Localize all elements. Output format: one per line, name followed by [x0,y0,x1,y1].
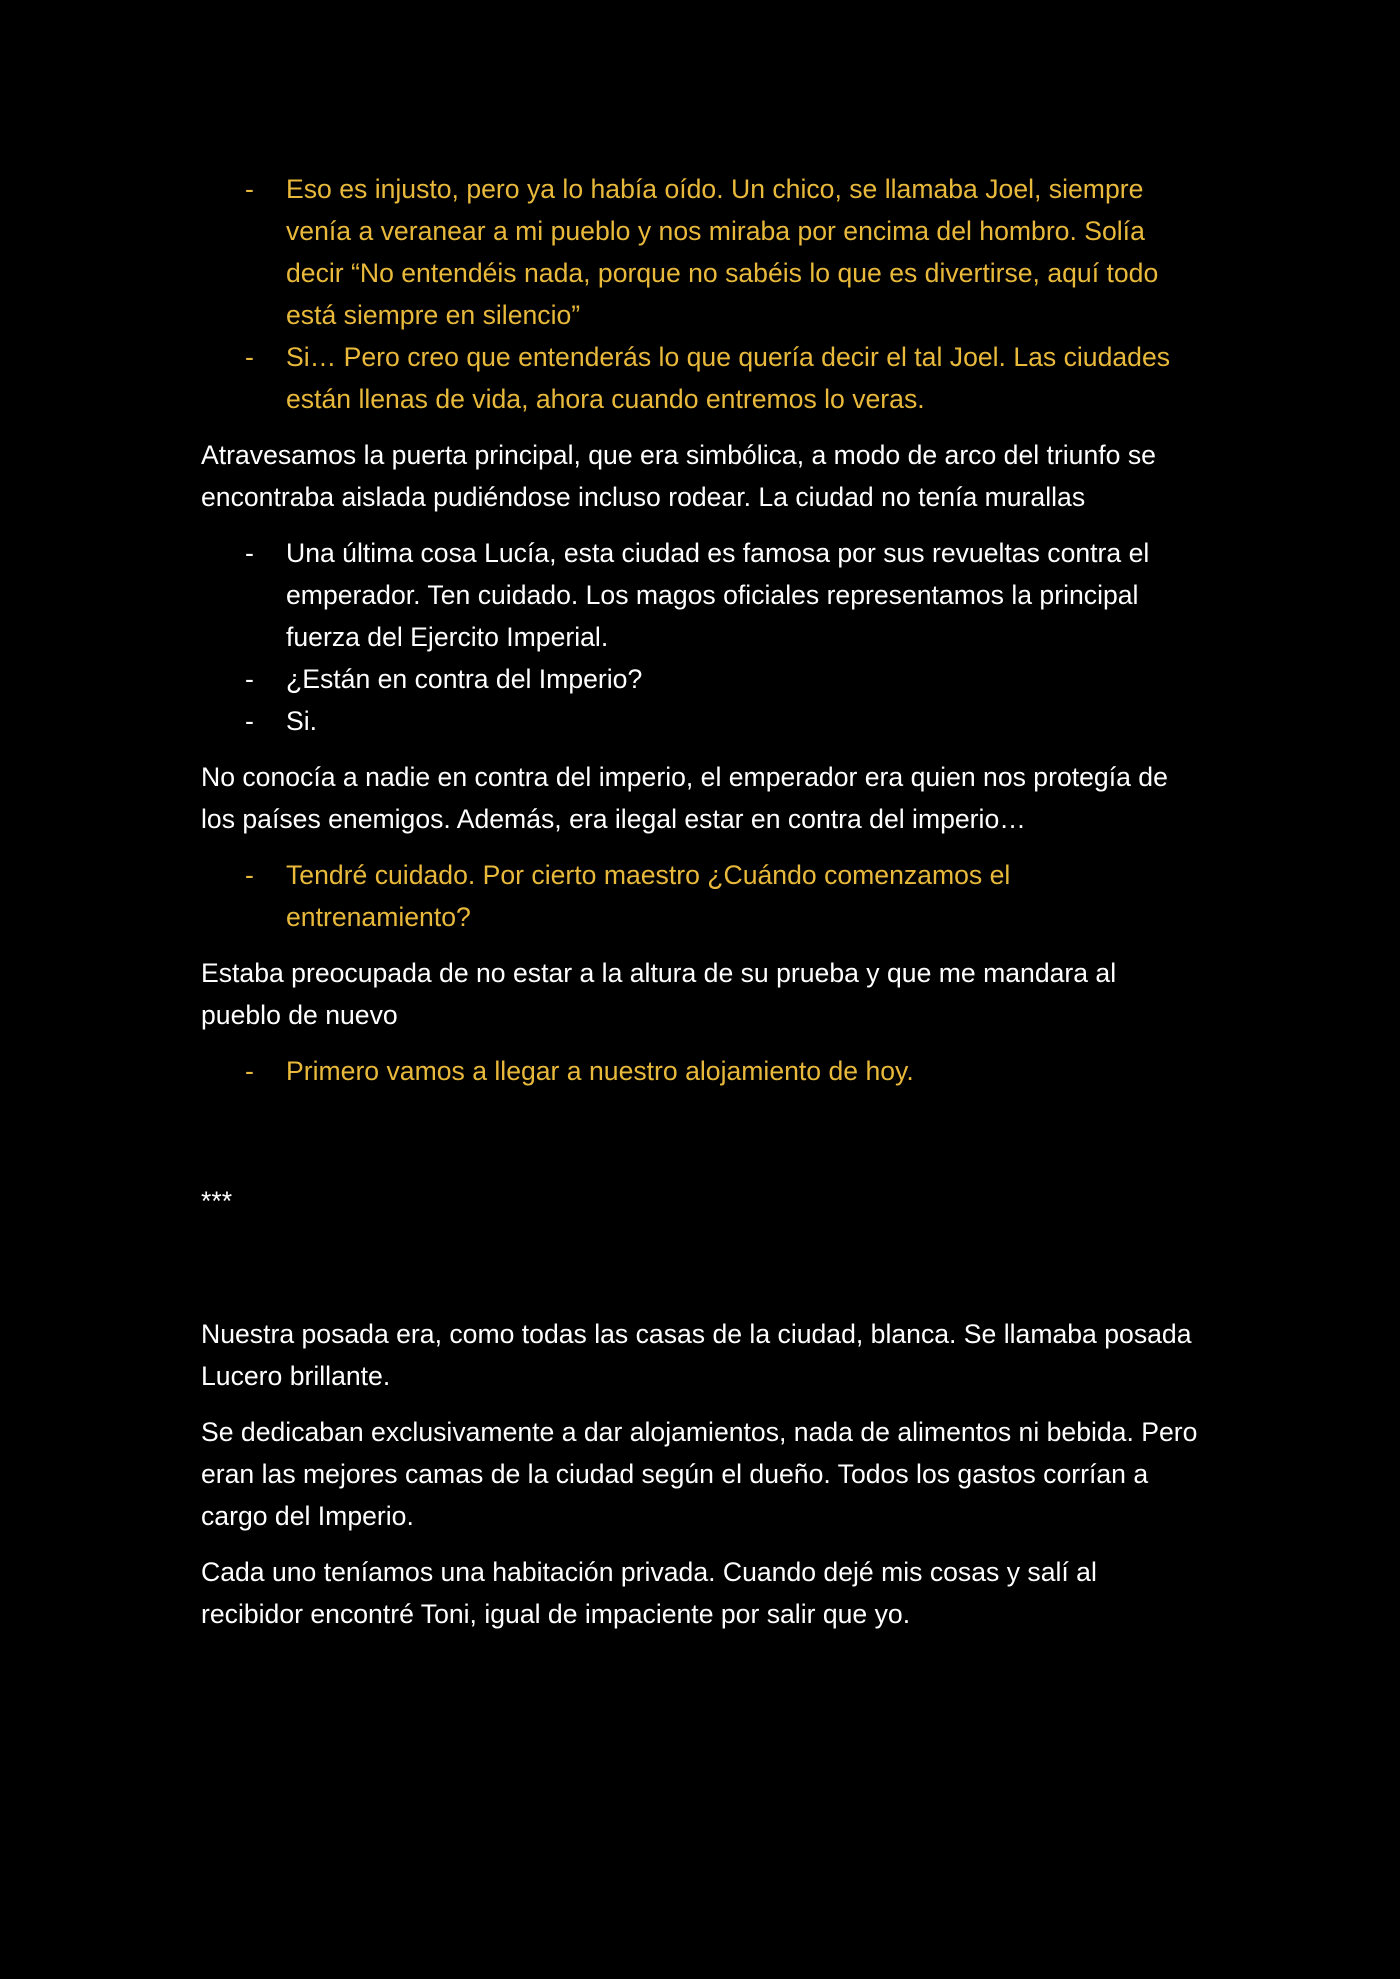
spacer [201,840,1201,854]
dialogue-line [201,700,1201,742]
dialogue-dash: - [245,174,254,204]
dialogue-block-3 [201,854,1201,938]
dialogue-dash: - [245,538,254,568]
dialogue-text: Si… Pero creo que entenderás lo que quería decir el tal Joel. Las ciudades están llenas de vida, ahora cuando entremos lo veras. [286,342,1171,414]
dialogue-line [201,168,1201,336]
dialogue-line [201,532,1201,658]
dialogue-line [201,854,1201,938]
scene-break: *** [201,1186,233,1216]
spacer [201,1397,1201,1411]
document-body [201,168,1201,1635]
dialogue-text: Primero vamos a llegar a nuestro alojamiento de hoy. [286,1056,914,1086]
spacer [201,1222,1201,1313]
spacer [201,1036,1201,1050]
dialogue-block-2 [201,532,1201,742]
dialogue-text: Tendré cuidado. Por cierto maestro ¿Cuándo comenzamos el entrenamiento? [286,860,1011,932]
dialogue-dash: - [245,706,254,736]
spacer [201,742,1201,756]
spacer [201,420,1201,434]
dialogue-block-1 [201,168,1201,420]
dialogue-line [201,1050,1201,1092]
spacer [201,1537,1201,1551]
dialogue-dash: - [245,342,254,372]
narration-paragraph: No conocía a nadie en contra del imperio, el emperador era quien nos protegía de los países enemigos. Además, era ilegal estar en contra del imperio… [201,762,1168,834]
dialogue-block-4 [201,1050,1201,1092]
narration-paragraph: Atravesamos la puerta principal, que era simbólica, a modo de arco del triunfo se encontraba aislada pudiéndose incluso rodear. La ciudad no tenía murallas [201,440,1156,512]
spacer [201,938,1201,952]
narration-paragraph: Se dedicaban exclusivamente a dar alojamientos, nada de alimentos ni bebida. Pero eran las mejores camas de la ciudad según el dueño. Todos los gastos corrían a cargo del Imperio. [201,1417,1198,1531]
dialogue-text: Si. [286,706,318,736]
dialogue-text: Una última cosa Lucía, esta ciudad es famosa por sus revueltas contra el emperador. Ten cuidado. Los magos oficiales representamos la principal fuerza del Ejercito Imperial. [286,538,1150,652]
dialogue-dash: - [245,664,254,694]
spacer [201,518,1201,532]
narration-paragraph: Nuestra posada era, como todas las casas de la ciudad, blanca. Se llamaba posada Lucero brillante. [201,1319,1192,1391]
dialogue-text: Eso es injusto, pero ya lo había oído. Un chico, se llamaba Joel, siempre venía a veranear a mi pueblo y nos miraba por encima del hombro. Solía decir “No entendéis nada, porque no sabéis lo que es divertirse, aquí todo está siempre en silencio” [286,174,1159,330]
dialogue-line [201,658,1201,700]
dialogue-line [201,336,1201,420]
spacer [201,1092,1201,1180]
narration-paragraph: Estaba preocupada de no estar a la altura de su prueba y que me mandara al pueblo de nuevo [201,958,1117,1030]
dialogue-text: ¿Están en contra del Imperio? [286,664,643,694]
dialogue-dash: - [245,1056,254,1086]
narration-paragraph: Cada uno teníamos una habitación privada. Cuando dejé mis cosas y salí al recibidor encontré Toni, igual de impaciente por salir que yo. [201,1557,1097,1629]
dialogue-dash: - [245,860,254,890]
